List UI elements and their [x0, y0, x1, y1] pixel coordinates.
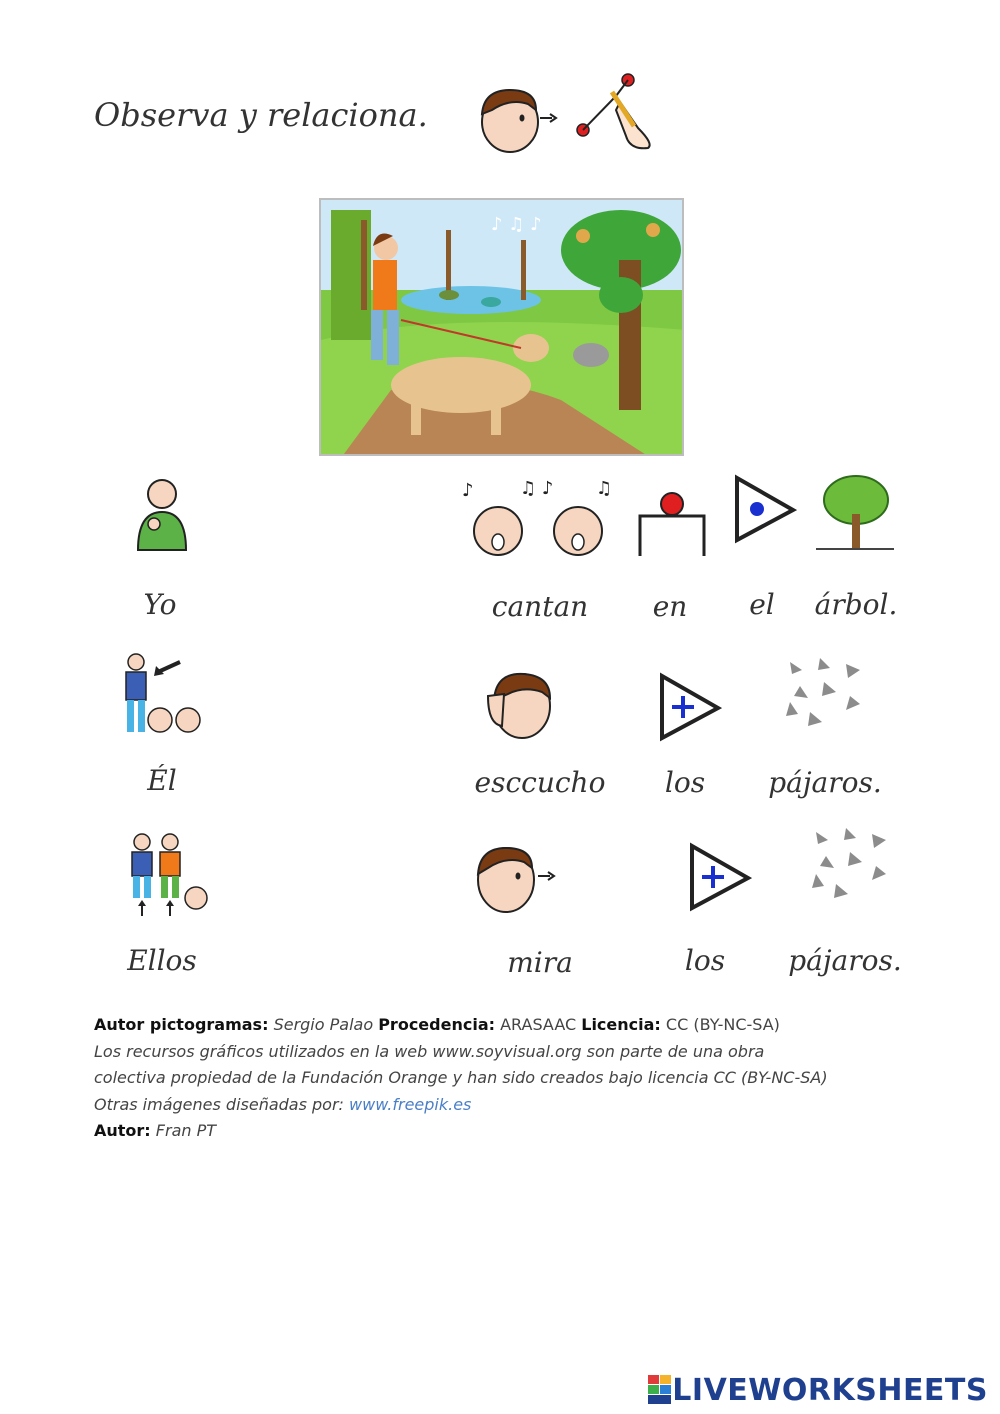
- svg-text:♪ ♫ ♪: ♪ ♫ ♪: [491, 214, 542, 235]
- birds-icon: [780, 652, 870, 736]
- look-and-connect-icon: [470, 70, 670, 160]
- row3-word-2: los: [684, 944, 726, 977]
- look-icon: [472, 840, 558, 916]
- el-pronoun-icon: [118, 650, 208, 738]
- park-scene-illustration: [319, 198, 684, 456]
- row1-word-2: en: [652, 590, 688, 623]
- los-article-icon-2: [688, 842, 752, 912]
- freepik-link[interactable]: www.freepik.es: [349, 1094, 472, 1114]
- credits-line-3: colectiva propiedad de la Fundación Orange y han sido creados bajo licencia CC (BY-NC-SA): [94, 1068, 828, 1087]
- credits-line-5: Autor: Fran PT: [94, 1121, 217, 1140]
- row3-word-3: pájaros.: [788, 944, 902, 977]
- singing-faces-icon: [460, 476, 620, 562]
- yo-pictogram-icon: [130, 470, 194, 552]
- row2-word-2: los: [664, 766, 706, 799]
- row1-word-3: el: [749, 588, 775, 621]
- row3-subject: Ellos: [127, 944, 197, 977]
- credits-line-2: Los recursos gráficos utilizados en la web www.soyvisual.org son parte de una obra: [94, 1041, 765, 1061]
- worksheet-title: Observa y relaciona.: [94, 96, 428, 134]
- birds-icon-2: [806, 822, 896, 908]
- credits-block: [94, 1012, 914, 1145]
- credits-line-1: Autor pictogramas: Sergio Palao Procedencia: ARASAAC Licencia: CC (BY-NC-SA): [94, 1015, 780, 1034]
- row1-word-4: árbol.: [814, 588, 898, 621]
- row1-word-1: cantan: [491, 590, 589, 623]
- live-badge-icon: [648, 1375, 672, 1405]
- logo-text: LIVEWORKSHEETS: [672, 1372, 988, 1408]
- svg-text:♫ ♪: ♫ ♪: [520, 478, 554, 499]
- svg-text:♪: ♪: [462, 480, 474, 501]
- row2-subject: Él: [147, 764, 177, 797]
- en-preposition-icon: [636, 488, 708, 558]
- row1-subject: Yo: [143, 588, 177, 621]
- svg-text:♫: ♫: [596, 478, 613, 499]
- listen-icon: [484, 664, 556, 744]
- tree-icon: [814, 470, 896, 552]
- ellos-pronoun-icon: [124, 830, 214, 918]
- liveworksheets-logo[interactable]: [648, 1372, 988, 1408]
- row3-word-1: mira: [507, 946, 573, 979]
- credits-line-4: Otras imágenes diseñadas por: www.freepik.es: [94, 1094, 472, 1114]
- el-article-icon: [733, 474, 797, 544]
- row2-word-3: pájaros.: [768, 766, 882, 799]
- row2-word-1: esccucho: [474, 766, 606, 799]
- los-article-icon: [658, 672, 722, 742]
